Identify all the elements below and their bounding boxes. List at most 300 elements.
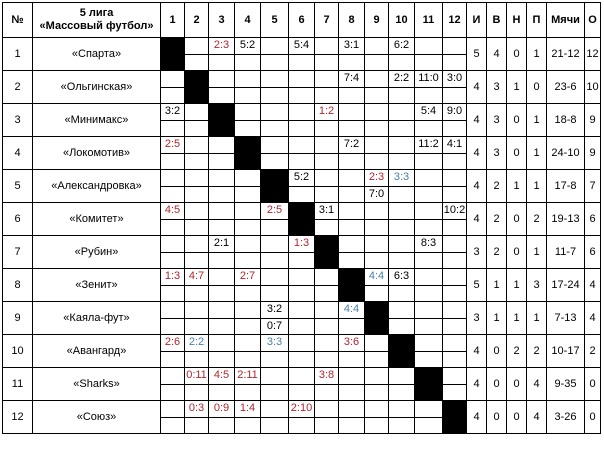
match-score xyxy=(289,71,315,88)
match-score: 2:2 xyxy=(185,335,209,352)
match-score-second xyxy=(443,153,467,170)
match-score-second xyxy=(185,252,209,269)
draws-count: 1 xyxy=(507,71,527,104)
header-col-10: 10 xyxy=(389,3,415,38)
team-name: «Спарта» xyxy=(33,38,161,71)
match-score-second xyxy=(365,384,389,401)
match-score: 9:0 xyxy=(443,104,467,121)
match-score-second xyxy=(315,87,339,104)
match-score-second xyxy=(315,351,339,368)
match-score-second xyxy=(289,54,315,71)
match-score xyxy=(443,269,467,286)
match-score xyxy=(289,269,315,286)
diagonal-cell xyxy=(185,71,209,104)
table-row xyxy=(3,302,601,319)
match-score-second xyxy=(185,384,209,401)
goals-diff: 3-26 xyxy=(547,401,585,434)
match-score-second xyxy=(161,120,185,137)
match-score-second xyxy=(315,384,339,401)
match-score-second xyxy=(443,87,467,104)
diagonal-cell xyxy=(235,137,261,170)
match-score-second xyxy=(415,153,443,170)
match-score xyxy=(339,170,365,187)
games-count: 5 xyxy=(467,38,487,71)
header-goals: Мячи xyxy=(547,3,585,38)
match-score: 0:3 xyxy=(185,401,209,418)
match-score xyxy=(365,104,389,121)
match-score-second xyxy=(185,153,209,170)
match-score-second xyxy=(415,219,443,236)
match-score-second xyxy=(415,417,443,434)
match-score xyxy=(339,203,365,220)
match-score xyxy=(235,335,261,352)
match-score: 5:4 xyxy=(289,38,315,55)
match-score-second xyxy=(415,87,443,104)
losses-count: 1 xyxy=(527,137,547,170)
match-score xyxy=(443,38,467,55)
match-score xyxy=(443,236,467,253)
match-score-second xyxy=(389,186,415,203)
match-score: 7:4 xyxy=(339,71,365,88)
match-score-second xyxy=(185,219,209,236)
match-score xyxy=(235,170,261,187)
games-count: 4 xyxy=(467,203,487,236)
points-total: 10 xyxy=(585,71,601,104)
match-score: 0:9 xyxy=(209,401,235,418)
draws-count: 0 xyxy=(507,137,527,170)
match-score xyxy=(365,203,389,220)
diagonal-cell xyxy=(261,170,289,203)
match-score-second xyxy=(365,417,389,434)
match-score xyxy=(235,104,261,121)
match-score: 4:1 xyxy=(443,137,467,154)
table-row xyxy=(3,335,601,352)
match-score-second xyxy=(443,219,467,236)
match-score xyxy=(261,71,289,88)
match-score xyxy=(261,368,289,385)
match-score xyxy=(185,137,209,154)
match-score xyxy=(365,368,389,385)
points-total: 4 xyxy=(585,269,601,302)
match-score-second xyxy=(161,351,185,368)
match-score: 2:11 xyxy=(235,368,261,385)
match-score-second xyxy=(289,87,315,104)
match-score xyxy=(289,137,315,154)
match-score xyxy=(315,401,339,418)
match-score xyxy=(261,104,289,121)
table-row xyxy=(3,401,601,418)
match-score: 7:2 xyxy=(339,137,365,154)
match-score-second xyxy=(415,318,443,335)
match-score-second xyxy=(389,384,415,401)
diagonal-cell xyxy=(315,236,339,269)
match-score xyxy=(315,170,339,187)
match-score xyxy=(289,368,315,385)
losses-count: 2 xyxy=(527,203,547,236)
match-score: 2:2 xyxy=(389,71,415,88)
match-score xyxy=(315,269,339,286)
match-score-second xyxy=(415,54,443,71)
table-row xyxy=(3,71,601,88)
match-score-second xyxy=(389,87,415,104)
diagonal-cell xyxy=(365,302,389,335)
match-score: 4:5 xyxy=(161,203,185,220)
match-score xyxy=(161,401,185,418)
match-score xyxy=(365,401,389,418)
match-score-second xyxy=(261,252,289,269)
match-score-second xyxy=(161,318,185,335)
match-score-second xyxy=(235,384,261,401)
goals-diff: 17-24 xyxy=(547,269,585,302)
league-title: 5 лига xyxy=(79,7,114,19)
standings-table xyxy=(2,2,601,434)
points-total: 2 xyxy=(585,335,601,368)
match-score xyxy=(185,302,209,319)
match-score-second xyxy=(261,87,289,104)
wins-count: 0 xyxy=(487,335,507,368)
match-score xyxy=(261,236,289,253)
match-score-second xyxy=(185,120,209,137)
match-score: 2:1 xyxy=(209,236,235,253)
match-score-second xyxy=(209,54,235,71)
match-score-second xyxy=(365,285,389,302)
wins-count: 2 xyxy=(487,203,507,236)
games-count: 4 xyxy=(467,71,487,104)
row-number: 12 xyxy=(3,401,33,434)
match-score-second xyxy=(209,351,235,368)
draws-count: 0 xyxy=(507,401,527,434)
losses-count: 3 xyxy=(527,269,547,302)
match-score: 1:4 xyxy=(235,401,261,418)
match-score xyxy=(339,368,365,385)
match-score-second xyxy=(339,219,365,236)
match-score xyxy=(315,38,339,55)
match-score: 11:0 xyxy=(415,71,443,88)
header-num: № xyxy=(3,3,33,38)
match-score: 4:4 xyxy=(365,269,389,286)
match-score-second xyxy=(185,54,209,71)
wins-count: 2 xyxy=(487,236,507,269)
draws-count: 0 xyxy=(507,368,527,401)
team-name: «Зенит» xyxy=(33,269,161,302)
goals-diff: 23-6 xyxy=(547,71,585,104)
match-score xyxy=(289,104,315,121)
diagonal-cell xyxy=(161,38,185,71)
match-score-second: 7:0 xyxy=(365,186,389,203)
match-score-second xyxy=(261,219,289,236)
match-score: 8:3 xyxy=(415,236,443,253)
games-count: 5 xyxy=(467,269,487,302)
table-row xyxy=(3,203,601,220)
points-total: 6 xyxy=(585,203,601,236)
match-score-second xyxy=(261,54,289,71)
match-score xyxy=(235,236,261,253)
match-score: 4:4 xyxy=(339,302,365,319)
match-score-second xyxy=(209,87,235,104)
match-score-second xyxy=(235,219,261,236)
diagonal-cell xyxy=(415,368,443,401)
match-score xyxy=(339,401,365,418)
match-score: 5:4 xyxy=(415,104,443,121)
header-col-3: 3 xyxy=(209,3,235,38)
match-score-second xyxy=(289,384,315,401)
match-score-second xyxy=(161,153,185,170)
games-count: 4 xyxy=(467,335,487,368)
match-score-second xyxy=(235,285,261,302)
match-score-second xyxy=(289,186,315,203)
row-number: 2 xyxy=(3,71,33,104)
match-score: 6:3 xyxy=(389,269,415,286)
match-score-second xyxy=(365,87,389,104)
goals-diff: 24-10 xyxy=(547,137,585,170)
team-name: «Александровка» xyxy=(33,170,161,203)
goals-diff: 21-12 xyxy=(547,38,585,71)
row-number: 8 xyxy=(3,269,33,302)
match-score-second xyxy=(365,219,389,236)
games-count: 3 xyxy=(467,302,487,335)
match-score-second xyxy=(289,285,315,302)
match-score-second xyxy=(339,120,365,137)
match-score-second xyxy=(209,153,235,170)
goals-diff: 7-13 xyxy=(547,302,585,335)
team-name: «Комитет» xyxy=(33,203,161,236)
match-score-second xyxy=(185,285,209,302)
header-col-2: 2 xyxy=(185,3,209,38)
match-score-second xyxy=(315,153,339,170)
match-score xyxy=(389,137,415,154)
match-score: 2:5 xyxy=(261,203,289,220)
match-score-second xyxy=(443,384,467,401)
match-score-second xyxy=(389,54,415,71)
match-score-second xyxy=(389,153,415,170)
goals-diff: 19-13 xyxy=(547,203,585,236)
match-score-second xyxy=(443,252,467,269)
match-score-second xyxy=(315,285,339,302)
match-score xyxy=(261,269,289,286)
match-score-second xyxy=(443,120,467,137)
table-row xyxy=(3,170,601,187)
goals-diff: 18-8 xyxy=(547,104,585,137)
match-score xyxy=(289,302,315,319)
match-score: 11:2 xyxy=(415,137,443,154)
draws-count: 0 xyxy=(507,203,527,236)
match-score xyxy=(415,38,443,55)
header-games: И xyxy=(467,3,487,38)
wins-count: 1 xyxy=(487,269,507,302)
wins-count: 3 xyxy=(487,137,507,170)
table-row xyxy=(3,104,601,121)
match-score-second xyxy=(389,252,415,269)
match-score-second xyxy=(443,318,467,335)
match-score: 3:3 xyxy=(389,170,415,187)
losses-count: 1 xyxy=(527,302,547,335)
games-count: 4 xyxy=(467,137,487,170)
match-score xyxy=(161,170,185,187)
match-score-second xyxy=(235,54,261,71)
team-name: «Авангард» xyxy=(33,335,161,368)
row-number: 1 xyxy=(3,38,33,71)
match-score xyxy=(315,302,339,319)
match-score-second xyxy=(339,186,365,203)
header-col-6: 6 xyxy=(289,3,315,38)
row-number: 7 xyxy=(3,236,33,269)
match-score: 5:2 xyxy=(235,38,261,55)
match-score-second xyxy=(339,384,365,401)
match-score: 3:6 xyxy=(339,335,365,352)
match-score xyxy=(415,401,443,418)
match-score-second xyxy=(261,351,289,368)
row-number: 10 xyxy=(3,335,33,368)
match-score-second xyxy=(365,351,389,368)
match-score-second xyxy=(161,186,185,203)
team-name: «Союз» xyxy=(33,401,161,434)
match-score xyxy=(289,335,315,352)
match-score xyxy=(161,236,185,253)
match-score xyxy=(339,104,365,121)
team-name: «Локомотив» xyxy=(33,137,161,170)
match-score-second xyxy=(339,351,365,368)
match-score-second xyxy=(185,417,209,434)
match-score-second xyxy=(235,417,261,434)
match-score-second xyxy=(315,54,339,71)
match-score: 1:2 xyxy=(315,104,339,121)
team-name: «Ольгинская» xyxy=(33,71,161,104)
points-total: 6 xyxy=(585,236,601,269)
match-score xyxy=(415,203,443,220)
match-score: 3:1 xyxy=(315,203,339,220)
match-score xyxy=(235,71,261,88)
points-total: 9 xyxy=(585,137,601,170)
goals-diff: 17-8 xyxy=(547,170,585,203)
match-score-second xyxy=(443,54,467,71)
match-score: 5:2 xyxy=(289,170,315,187)
wins-count: 3 xyxy=(487,104,507,137)
draws-count: 1 xyxy=(507,302,527,335)
match-score-second xyxy=(261,153,289,170)
header-col-7: 7 xyxy=(315,3,339,38)
team-name: «Sharks» xyxy=(33,368,161,401)
games-count: 4 xyxy=(467,401,487,434)
match-score xyxy=(365,71,389,88)
header-col-8: 8 xyxy=(339,3,365,38)
goals-diff: 9-35 xyxy=(547,368,585,401)
games-count: 4 xyxy=(467,104,487,137)
match-score-second xyxy=(209,384,235,401)
match-score: 1:3 xyxy=(289,236,315,253)
match-score-second xyxy=(235,318,261,335)
losses-count: 4 xyxy=(527,401,547,434)
match-score xyxy=(365,236,389,253)
match-score-second xyxy=(415,186,443,203)
match-score-second xyxy=(161,417,185,434)
match-score: 2:3 xyxy=(365,170,389,187)
match-score xyxy=(389,302,415,319)
draws-count: 0 xyxy=(507,104,527,137)
team-name: «Рубин» xyxy=(33,236,161,269)
match-score xyxy=(389,401,415,418)
match-score xyxy=(389,236,415,253)
match-score-second xyxy=(389,120,415,137)
match-score-second xyxy=(443,351,467,368)
match-score xyxy=(209,170,235,187)
table-row xyxy=(3,269,601,286)
match-score-second xyxy=(365,153,389,170)
games-count: 4 xyxy=(467,170,487,203)
points-total: 4 xyxy=(585,302,601,335)
match-score xyxy=(443,368,467,385)
match-score xyxy=(209,203,235,220)
match-score-second xyxy=(415,285,443,302)
diagonal-cell xyxy=(339,269,365,302)
header-row xyxy=(3,3,601,38)
draws-count: 0 xyxy=(507,236,527,269)
losses-count: 1 xyxy=(527,38,547,71)
match-score-second xyxy=(415,351,443,368)
header-col-12: 12 xyxy=(443,3,467,38)
league-subtitle: «Массовый футбол» xyxy=(39,20,154,32)
header-losses: П xyxy=(527,3,547,38)
header-draws: Н xyxy=(507,3,527,38)
row-number: 3 xyxy=(3,104,33,137)
match-score-second xyxy=(365,54,389,71)
match-score xyxy=(415,170,443,187)
header-col-5: 5 xyxy=(261,3,289,38)
match-score-second xyxy=(315,417,339,434)
header-wins: В xyxy=(487,3,507,38)
wins-count: 4 xyxy=(487,38,507,71)
match-score-second xyxy=(289,318,315,335)
row-number: 9 xyxy=(3,302,33,335)
row-number: 6 xyxy=(3,203,33,236)
match-score: 0:11 xyxy=(185,368,209,385)
match-score: 1:3 xyxy=(161,269,185,286)
match-score-second xyxy=(339,417,365,434)
match-score xyxy=(209,269,235,286)
match-score-second xyxy=(289,417,315,434)
match-score xyxy=(161,71,185,88)
match-score: 2:5 xyxy=(161,137,185,154)
match-score-second xyxy=(209,285,235,302)
goals-diff: 10-17 xyxy=(547,335,585,368)
points-total: 9 xyxy=(585,104,601,137)
match-score xyxy=(389,368,415,385)
match-score xyxy=(235,302,261,319)
match-score-second xyxy=(339,252,365,269)
goals-diff: 11-7 xyxy=(547,236,585,269)
losses-count: 1 xyxy=(527,170,547,203)
points-total: 0 xyxy=(585,401,601,434)
match-score xyxy=(389,104,415,121)
losses-count: 0 xyxy=(527,71,547,104)
match-score: 2:10 xyxy=(289,401,315,418)
match-score-second xyxy=(289,153,315,170)
match-score-second xyxy=(315,318,339,335)
match-score-second xyxy=(315,186,339,203)
header-league xyxy=(33,3,161,38)
diagonal-cell xyxy=(389,335,415,368)
match-score-second xyxy=(235,120,261,137)
match-score xyxy=(185,236,209,253)
match-score-second xyxy=(339,318,365,335)
match-score xyxy=(315,71,339,88)
table-body xyxy=(3,38,601,434)
match-score-second xyxy=(235,252,261,269)
team-name: «Минимакс» xyxy=(33,104,161,137)
match-score-second xyxy=(415,120,443,137)
table-row xyxy=(3,38,601,55)
header-col-4: 4 xyxy=(235,3,261,38)
match-score: 3:2 xyxy=(161,104,185,121)
